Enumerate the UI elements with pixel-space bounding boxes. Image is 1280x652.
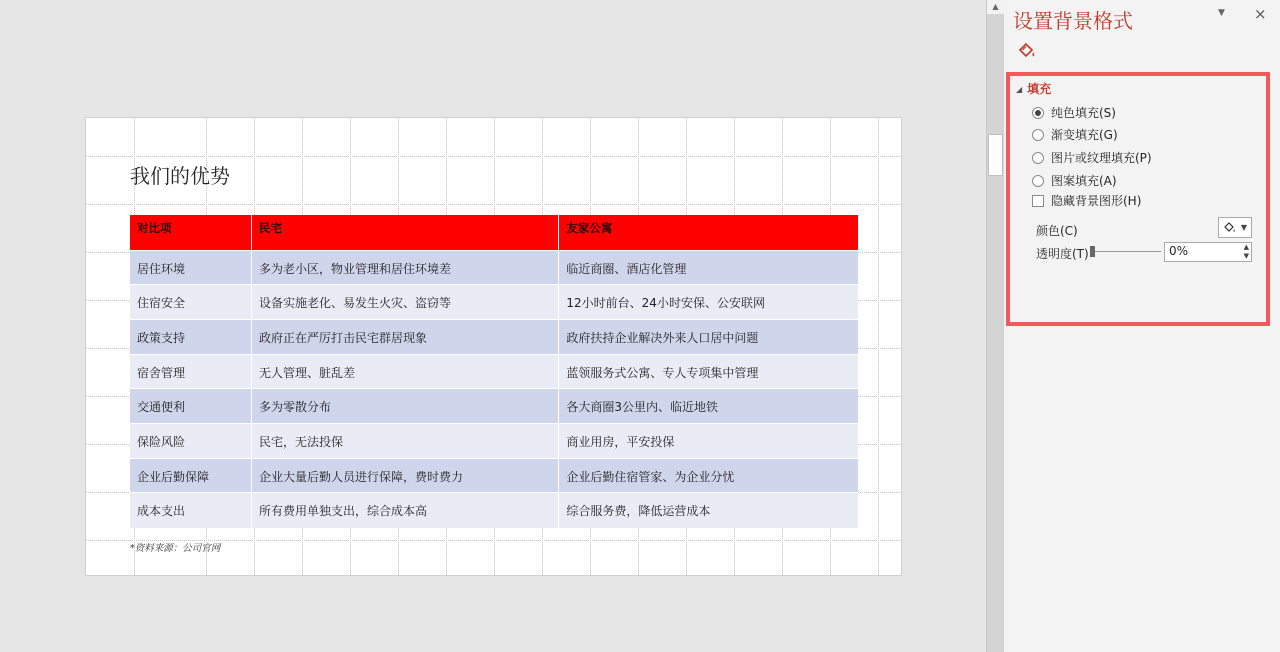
fill-color-button[interactable]: [1218, 217, 1252, 238]
table-row: [130, 493, 858, 528]
chevron-down-icon[interactable]: ▼: [1218, 8, 1225, 18]
slide[interactable]: [85, 117, 902, 576]
table-cell[interactable]: 政策支持: [130, 319, 251, 354]
comparison-table[interactable]: [130, 215, 858, 528]
grid-line: [86, 204, 901, 205]
table-cell[interactable]: 临近商圈、酒店化管理: [559, 250, 858, 285]
table-cell[interactable]: 居住环境: [130, 250, 251, 285]
spin-up-icon[interactable]: ▲: [1243, 243, 1249, 251]
fill-section-header[interactable]: [1016, 80, 1051, 97]
picture-fill-label: 图片或纹理填充(P): [1051, 151, 1152, 165]
table-cell[interactable]: 各大商圈3公里内、临近地铁: [559, 389, 858, 424]
grid-line: [878, 118, 879, 575]
picture-fill-option[interactable]: [1032, 149, 1152, 166]
format-background-pane: [1004, 0, 1280, 652]
table-cell[interactable]: 无人管理、脏乱差: [251, 354, 558, 389]
table-row: [130, 423, 858, 458]
color-label: 颜色(C): [1036, 224, 1078, 238]
table-header-cell[interactable]: 友家公寓: [559, 215, 858, 250]
pattern-fill-radio[interactable]: [1032, 175, 1044, 187]
gradient-fill-label: 渐变填充(G): [1051, 128, 1118, 142]
table-cell[interactable]: 企业大量后勤人员进行保障，费时费力: [251, 458, 558, 493]
gradient-fill-radio[interactable]: [1032, 129, 1044, 141]
table-cell[interactable]: 交通便利: [130, 389, 251, 424]
pattern-fill-label: 图案填充(A): [1051, 174, 1117, 188]
hide-background-graphics-option[interactable]: [1032, 192, 1141, 209]
chevron-down-icon: ▼: [1240, 223, 1248, 232]
pane-title: 设置背景格式: [1013, 9, 1133, 33]
picture-fill-radio[interactable]: [1032, 152, 1044, 164]
table-row: [130, 285, 858, 320]
table-cell[interactable]: 政府正在严厉打击民宅群居现象: [251, 319, 558, 354]
hide-background-graphics-label: 隐藏背景图形(H): [1051, 194, 1142, 208]
table-cell[interactable]: 所有费用单独支出，综合成本高: [251, 493, 558, 528]
table-cell[interactable]: 政府扶持企业解决外来人口居中问题: [559, 319, 858, 354]
table-cell[interactable]: 住宿安全: [130, 285, 251, 320]
transparency-slider-track[interactable]: [1091, 251, 1161, 252]
table-cell[interactable]: 企业后勤住宿管家、为企业分忧: [559, 458, 858, 493]
solid-fill-option[interactable]: [1032, 104, 1116, 121]
table-row: [130, 250, 858, 285]
table-row: [130, 354, 858, 389]
grid-line: [86, 156, 901, 157]
scroll-up-arrow-icon[interactable]: ▲: [987, 0, 1004, 14]
table-header-cell[interactable]: 对比项: [130, 215, 251, 250]
table-row: [130, 389, 858, 424]
fill-section-label: 填充: [1027, 82, 1052, 96]
gradient-fill-option[interactable]: [1032, 126, 1118, 143]
paint-bucket-icon: [1223, 221, 1237, 235]
close-pane-button[interactable]: ×: [1254, 5, 1267, 23]
solid-fill-radio[interactable]: [1032, 107, 1044, 119]
table-cell[interactable]: 蓝领服务式公寓、专人专项集中管理: [559, 354, 858, 389]
table-header-cell[interactable]: 民宅: [251, 215, 558, 250]
table-header-row: [130, 215, 858, 250]
table-cell[interactable]: 成本支出: [130, 493, 251, 528]
table-cell[interactable]: 多为老小区，物业管理和居住环境差: [251, 250, 558, 285]
table-cell[interactable]: 设备实施老化、易发生火灾、盗窃等: [251, 285, 558, 320]
transparency-label: 透明度(T): [1036, 247, 1089, 261]
pattern-fill-option[interactable]: [1032, 172, 1117, 189]
table-cell[interactable]: 宿舍管理: [130, 354, 251, 389]
scrollbar-thumb[interactable]: [988, 134, 1003, 176]
collapse-triangle-icon[interactable]: ◢: [1016, 85, 1023, 94]
hide-background-graphics-checkbox[interactable]: [1032, 195, 1044, 207]
transparency-value: 0%: [1169, 244, 1189, 258]
table-cell[interactable]: 12小时前台、24小时安保、公安联网: [559, 285, 858, 320]
slide-title[interactable]: 我们的优势: [130, 164, 230, 188]
table-cell[interactable]: 多为零散分布: [251, 389, 558, 424]
table-cell[interactable]: 民宅，无法投保: [251, 423, 558, 458]
paint-bucket-icon[interactable]: [1016, 40, 1038, 62]
table-cell[interactable]: 商业用房，平安投保: [559, 423, 858, 458]
table-cell[interactable]: 企业后勤保障: [130, 458, 251, 493]
spin-arrows[interactable]: [1244, 243, 1249, 261]
spin-down-icon[interactable]: ▼: [1243, 252, 1249, 260]
source-note[interactable]: *资料来源：公司官网: [130, 543, 221, 554]
solid-fill-label: 纯色填充(S): [1051, 106, 1116, 120]
transparency-slider-thumb[interactable]: [1090, 246, 1095, 257]
table-cell[interactable]: 保险风险: [130, 423, 251, 458]
table-row: [130, 319, 858, 354]
table-row: [130, 458, 858, 493]
vertical-scrollbar[interactable]: [986, 0, 1004, 652]
transparency-spinbox[interactable]: [1164, 242, 1252, 262]
table-cell[interactable]: 综合服务费，降低运营成本: [559, 493, 858, 528]
